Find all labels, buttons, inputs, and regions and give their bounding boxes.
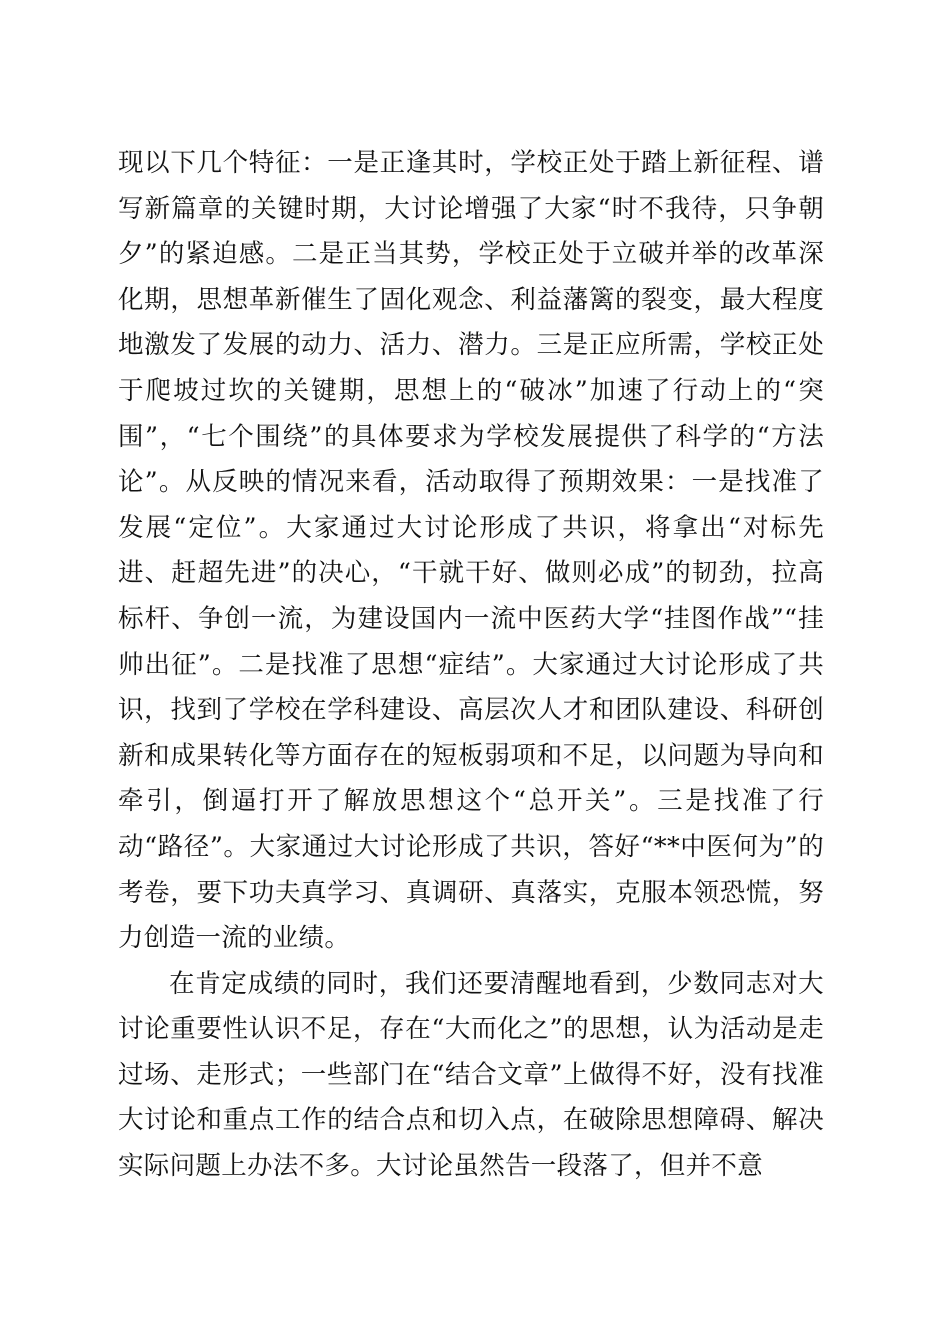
body-text (118, 141, 824, 1190)
paragraph-2: 在肯定成绩的同时，我们还要清醒地看到，少数同志对大讨论重要性认识不足，存在“大而化之”的思想，认为活动是走过场、走形式；一些部门在“结合文章”上做得不好，没有找准大讨论和重点工作的结合点和切入点，在破除思想障碍、解决实际问题上办法不多。大讨论虽然告一段落了，但并不意 (118, 968, 824, 1182)
paragraph-1: 现以下几个特征：一是正逢其时，学校正处于踏上新征程、谱写新篇章的关键时期，大讨论增强了大家“时不我待，只争朝夕”的紧迫感。二是正当其势，学校正处于立破并举的改革深化期，思想革新催生了固化观念、利益藩篱的裂变，最大程度地激发了发展的动力、活力、潜力。三是正应所需，学校正处于爬坡过坎的关键期，思想上的“破冰”加速了行动上的“突围”，“七个围绕”的具体要求为学校发展提供了科学的“方法论”。从反映的情况来看，活动取得了预期效果：一是找准了发展“定位”。大家通过大讨论形成了共识，将拿出“对标先进、赶超先进”的决心，“干就干好、做则必成”的韧劲，拉高标杆、争创一流，为建设国内一流中医药大学“挂图作战”“挂帅出征”。二是找准了思想“症结”。大家通过大讨论形成了共识，找到了学校在学科建设、高层次人才和团队建设、科研创新和成果转化等方面存在的短板弱项和不足，以问题为导向和牵引，倒逼打开了解放思想这个“总开关”。三是找准了行动“路径”。大家通过大讨论形成了共识，答好“**中医何为”的考卷，要下功夫真学习、真调研、真落实，克服本领恐慌，努力创造一流的业绩。 (118, 148, 824, 954)
